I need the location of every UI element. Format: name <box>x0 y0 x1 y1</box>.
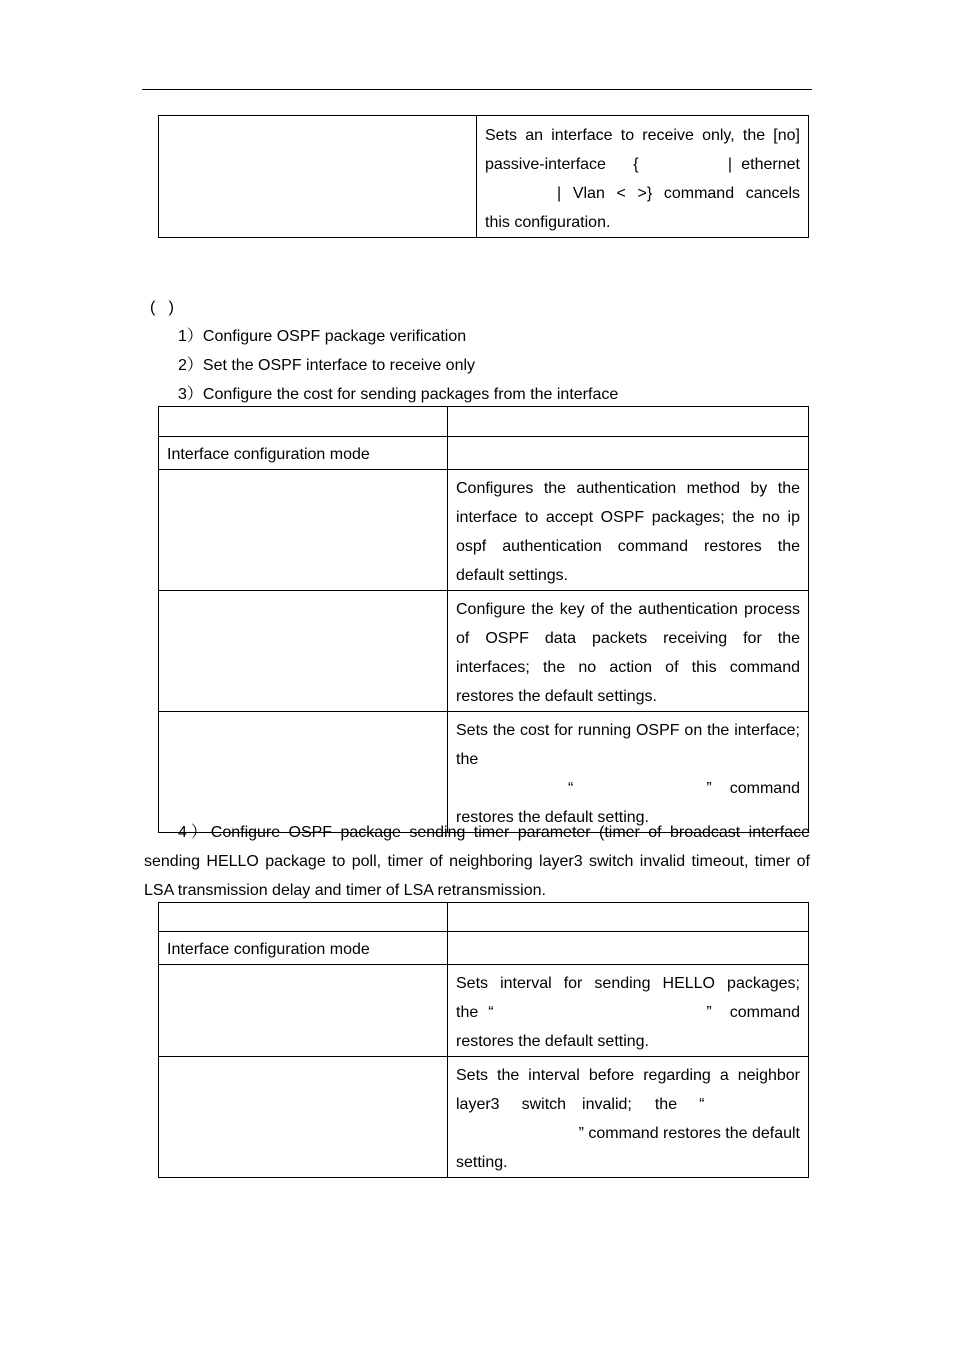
hello-interval-description <box>448 965 809 1057</box>
desc-word: ethernet <box>741 156 800 173</box>
cost-desc-command: command <box>729 780 800 797</box>
cost-desc-line2 <box>456 774 800 803</box>
passive-interface-table <box>158 115 809 238</box>
hello-desc-quote-close: ” <box>706 1004 712 1021</box>
dead-desc-line3: ” command restores the default <box>578 1125 800 1142</box>
mode-empty-cell <box>448 932 809 965</box>
hello-desc-line1: Sets interval for sending HELLO packages; <box>456 975 800 992</box>
header-cell-explanation <box>448 903 809 932</box>
cost-desc-line3: restores the default setting. <box>456 809 649 826</box>
cost-desc-quote-open: “ <box>568 780 574 797</box>
desc-line-1: Sets an interface to receive only, the [no] <box>485 127 800 144</box>
step-1: 1）Configure OSPF package verification <box>178 328 467 345</box>
desc-line-4: this configuration. <box>485 214 611 231</box>
dead-desc-word: invalid; <box>582 1096 632 1113</box>
command-cell <box>159 1057 448 1178</box>
command-cell <box>159 712 448 833</box>
hello-desc-quote-open: “ <box>488 1004 494 1021</box>
cost-description <box>448 712 809 833</box>
command-cell <box>159 965 448 1057</box>
ospf-timer-table <box>158 902 809 1178</box>
cost-desc-line1 <box>456 716 800 774</box>
hello-desc-line2 <box>456 998 800 1027</box>
hello-desc-command: command <box>729 1004 800 1021</box>
cost-desc-text: Sets the cost for running OSPF on the interface; the <box>456 722 800 768</box>
step-4-paragraph: 4）Configure OSPF package sending timer parameter (timer of broadcast interface sending HELLO package to poll, timer of neighboring layer3 switch invalid timeout, timer of LSA transmission delay and timer of LSA retransmission. <box>144 824 811 899</box>
description-cell <box>477 116 809 238</box>
desc-word: { <box>633 156 639 173</box>
command-cell <box>159 116 477 238</box>
header-cell-explanation <box>448 407 809 437</box>
header-cell-command <box>159 407 448 437</box>
mode-empty-cell <box>448 437 809 470</box>
header-cell-command <box>159 903 448 932</box>
dead-desc-line4: setting. <box>456 1154 508 1171</box>
hello-desc-the: the <box>456 1004 479 1021</box>
mode-label: Interface configuration mode <box>159 437 448 470</box>
cost-desc-quote-close: ” <box>706 780 712 797</box>
section-marker: ( ) <box>150 299 174 316</box>
ospf-auth-cost-table <box>158 406 809 833</box>
desc-word: passive-interface <box>485 156 606 173</box>
desc-line-2 <box>485 150 800 179</box>
hello-desc-line3: restores the default setting. <box>456 1033 649 1050</box>
dead-desc-line2 <box>456 1090 800 1119</box>
mode-label: Interface configuration mode <box>159 932 448 965</box>
step-3: 3）Configure the cost for sending packages from the interface <box>178 386 619 403</box>
command-cell <box>159 470 448 591</box>
desc-word: | <box>727 156 732 173</box>
desc-line-3: | Vlan < >} command cancels <box>557 185 800 202</box>
auth-key-description: Configure the key of the authentication process of OSPF data packets receiving for the interfaces; the no action of this command restores the default settings. <box>448 591 809 712</box>
auth-method-description: Configures the authentication method by the interface to accept OSPF packages; the no ip ospf authentication command restores the default settings. <box>448 470 809 591</box>
dead-desc-word: the <box>654 1096 678 1113</box>
dead-desc-word: switch <box>521 1096 567 1113</box>
dead-interval-description <box>448 1057 809 1178</box>
header-rule <box>142 89 812 90</box>
dead-desc-word: layer3 <box>456 1096 500 1113</box>
step-2: 2）Set the OSPF interface to receive only <box>178 357 476 374</box>
command-cell <box>159 591 448 712</box>
dead-desc-line1: Sets the interval before regarding a neighbor <box>456 1067 800 1084</box>
dead-desc-quote-open: “ <box>699 1096 705 1113</box>
